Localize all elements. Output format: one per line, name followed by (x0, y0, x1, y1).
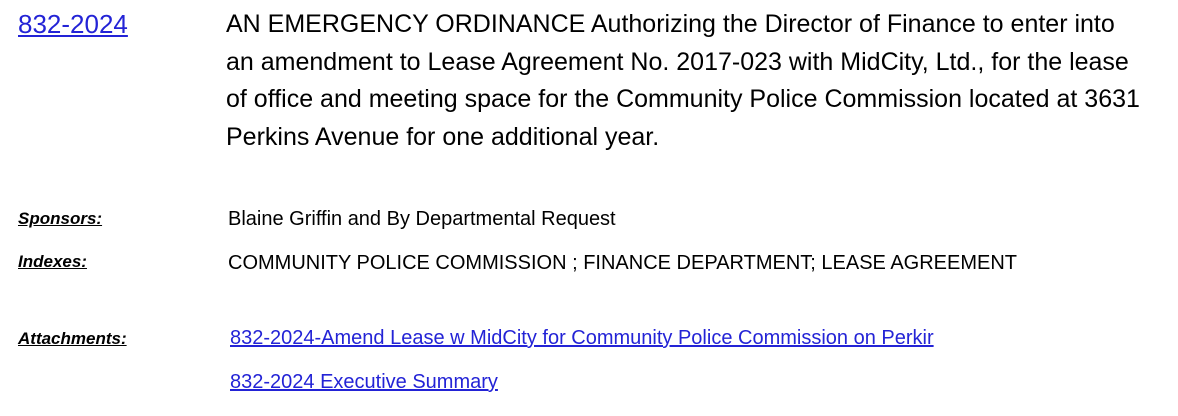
attachments-label: Attachments: (18, 329, 127, 348)
indexes-value: COMMUNITY POLICE COMMISSION ; FINANCE DEPARTMENT; LEASE AGREEMENT (228, 252, 1018, 274)
sponsors-label: Sponsors: (18, 209, 103, 228)
attachment-link-lease-amendment[interactable]: 832-2024-Amend Lease w MidCity for Community Police Commission on Perkir (230, 327, 934, 349)
ordinance-title: AN EMERGENCY ORDINANCE Authorizing the Director of Finance to enter into an amendment to Lease Agreement No. 2017-023 with MidCity, Ltd., for the lease of office and meeting space for the Community Police Commission located at 3631 Perkins Avenue for one additional year. (226, 10, 1140, 151)
attachment-link-executive-summary[interactable]: 832-2024 Executive Summary (230, 371, 498, 393)
indexes-label: Indexes: (18, 252, 87, 271)
sponsors-value: Blaine Griffin and By Departmental Request (228, 208, 616, 230)
file-number-link[interactable]: 832-2024 (18, 9, 128, 39)
